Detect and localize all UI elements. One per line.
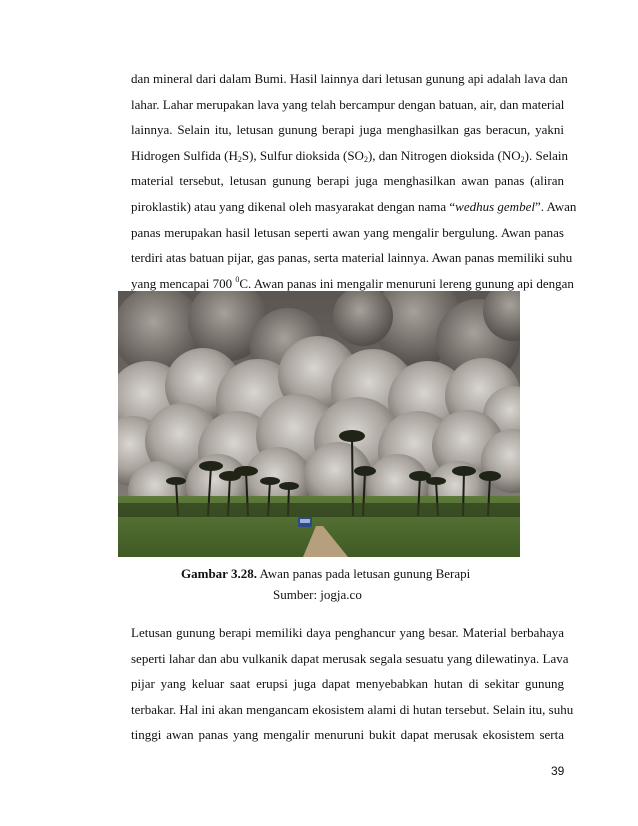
- text-line: Letusan gunung berapi memiliki daya penghancur yang besar. Material berbahaya: [131, 625, 564, 640]
- pyroclastic-flow-photo: [118, 291, 520, 557]
- text-line: yang mencapai 700 $^0$C. Awan panas ini mengalir menuruni lereng gunung api dengan: [131, 274, 574, 291]
- text-line: terdiri atas batuan pijar, gas panas, serta material lainnya. Awan panas memiliki suhu: [131, 250, 573, 266]
- text-line: piroklastik) atau yang dikenal oleh masyarakat dengan nama “wedhus gembel”. Awan: [131, 198, 577, 214]
- text-line: pijar yang keluar saat erupsi juga dapat menyebabkan hutan di sekitar gunung: [131, 676, 564, 692]
- paragraph-2: [131, 620, 574, 748]
- figure-source: Sumber: jogja.co: [273, 587, 362, 602]
- text-line: Hidrogen Sulfida $(H_2S)$, Sulfur dioksida $(SO_2)$, dan Nitrogen dioksida $(NO_2)$. Selain: [131, 147, 568, 164]
- caption-label: Gambar 3.28.: [181, 566, 257, 581]
- caption-text: Awan panas pada letusan gunung Berapi: [256, 566, 471, 581]
- text-line: lahar. Lahar merupakan lava yang telah bercampur dengan batuan, air, dan material: [131, 96, 565, 112]
- figure-caption: [181, 564, 470, 584]
- text-line: tinggi awan panas yang mengalir menuruni bukit dapat merusak ekosistem serta: [131, 727, 564, 743]
- text-line: dan mineral dari dalam Bumi. Hasil lainnya dari letusan gunung api adalah lava dan: [131, 71, 568, 86]
- paragraph-1: [131, 66, 577, 322]
- page-number: 39: [551, 764, 565, 778]
- text-line: terbakar. Hal ini akan mengancam ekosistem alami di hutan tersebut. Selain itu, suhu: [131, 701, 574, 717]
- text-line: panas merupakan hasil letusan seperti awan yang mengalir bergulung. Awan panas: [131, 224, 564, 240]
- text-line: lainnya. Selain itu, letusan gunung berapi juga menghasilkan gas beracun, yakni: [131, 122, 564, 138]
- term-wedhus-gembel: wedhus gembel: [455, 198, 535, 214]
- text-line: seperti lahar dan abu vulkanik dapat merusak segala sesuatu yang dilewatinya. Lava: [131, 650, 569, 666]
- text-line: material tersebut, letusan gunung berapi juga menghasilkan awan panas (aliran: [131, 173, 564, 189]
